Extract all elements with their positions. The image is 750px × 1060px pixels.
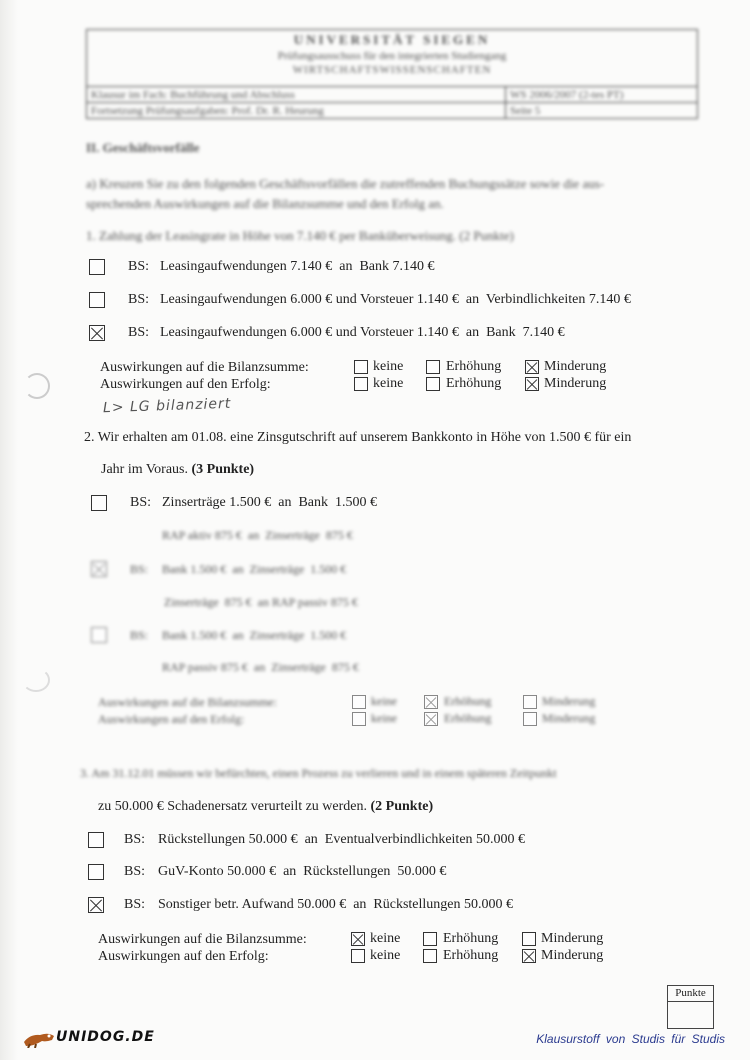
q2-points: (3 Punkte) xyxy=(191,462,255,477)
header-info-table xyxy=(86,86,698,119)
q2-balance-decrease-checkbox[interactable] xyxy=(523,695,537,709)
q2-balance-none-checkbox[interactable] xyxy=(352,695,366,709)
continuation: Fortsetzung Prüfungsaufgaben: Prof. Dr. R. Heurung xyxy=(87,103,506,119)
q1-option-2-checkbox[interactable] xyxy=(89,292,105,308)
page-number: Seite 5 xyxy=(506,103,698,119)
q3-result-decrease-label: Minderung xyxy=(541,948,604,963)
q2-result-increase-checkbox[interactable] xyxy=(424,712,438,726)
q2-option-2-text: Bank 1.500 € an Zinserträge 1.500 € xyxy=(162,562,347,576)
q2-option-1-bs: BS: xyxy=(130,495,152,510)
q3-result-none-label: keine xyxy=(370,948,401,963)
q2-option-2-checkbox[interactable] xyxy=(91,561,107,577)
q2-option-2-bs: BS: xyxy=(130,562,149,576)
committee-name: Prüfungsausschuss für den integrierten Studiengang xyxy=(277,50,507,62)
q1-option-2-bs: BS: xyxy=(128,292,150,307)
q3-option-3-checkbox[interactable] xyxy=(88,897,104,913)
q2-title-line-2 xyxy=(101,462,254,478)
q1-handwritten-note: L> LG bilanziert xyxy=(102,395,232,417)
q2-option-2-subtext: Zinserträge 875 € an RAP passiv 875 € xyxy=(164,595,358,609)
points-box[interactable] xyxy=(667,985,714,1029)
q2-option-3-text: Bank 1.500 € an Zinserträge 1.500 € xyxy=(162,628,347,642)
exam-header xyxy=(86,29,698,119)
punch-hole-bottom xyxy=(22,668,50,692)
q1-balance-none-checkbox[interactable] xyxy=(354,360,368,374)
q1-option-1-checkbox[interactable] xyxy=(89,259,105,275)
q2-option-3-bs: BS: xyxy=(130,628,149,642)
q1-result-increase-checkbox[interactable] xyxy=(426,377,440,391)
q3-balance-increase-checkbox[interactable] xyxy=(423,932,437,946)
q1-balance-increase-label: Erhöhung xyxy=(446,359,502,374)
q1-balance-label: Auswirkungen auf die Bilanzsumme: xyxy=(100,360,309,375)
q3-option-2-text: GuV-Konto 50.000 € an Rückstellungen 50.000 € xyxy=(158,864,447,879)
q3-option-1-checkbox[interactable] xyxy=(88,832,104,848)
q2-balance-label: Auswirkungen auf die Bilanzsumme: xyxy=(98,695,277,709)
exam-subject: Klausur im Fach: Buchführung und Abschluss xyxy=(87,87,506,103)
q1-option-3-bs: BS: xyxy=(128,325,150,340)
q3-balance-label: Auswirkungen auf die Bilanzsumme: xyxy=(98,932,307,947)
logo-text: UNIDOG.DE xyxy=(56,1029,155,1045)
q1-result-increase-label: Erhöhung xyxy=(446,376,502,391)
q2-result-none-checkbox[interactable] xyxy=(352,712,366,726)
q3-result-none-checkbox[interactable] xyxy=(351,949,365,963)
q2-result-increase-label: Erhöhung xyxy=(444,711,492,725)
q2-option-1-text: Zinserträge 1.500 € an Bank 1.500 € xyxy=(162,495,378,510)
q2-balance-decrease-label: Minderung xyxy=(542,694,596,708)
q1-balance-none-label: keine xyxy=(373,359,404,374)
section-title: II. Geschäftsvorfälle xyxy=(86,140,200,155)
q1-result-decrease-checkbox[interactable] xyxy=(525,377,539,391)
q3-result-increase-checkbox[interactable] xyxy=(423,949,437,963)
page-left-shadow xyxy=(0,0,18,1060)
q3-option-1-text: Rückstellungen 50.000 € an Eventualverbindlichkeiten 50.000 € xyxy=(158,832,526,847)
q3-balance-decrease-label: Minderung xyxy=(541,931,604,946)
instruction-line-1: a) Kreuzen Sie zu den folgenden Geschäftsvorfällen die zutreffenden Buchungssätze sowie die aus- xyxy=(86,176,605,191)
q3-option-1-bs: BS: xyxy=(124,832,146,847)
q2-result-none-label: keine xyxy=(371,711,397,725)
q1-option-1-bs: BS: xyxy=(128,259,150,274)
q1-option-1-text: Leasingaufwendungen 7.140 € an Bank 7.140 € xyxy=(160,259,435,274)
q3-option-3-text: Sonstiger betr. Aufwand 50.000 € an Rückstellungen 50.000 € xyxy=(158,897,514,912)
q2-option-1-subtext: RAP aktiv 875 € an Zinserträge 875 € xyxy=(162,528,353,542)
q3-title-text: zu 50.000 € Schadenersatz verurteilt zu werden. xyxy=(98,799,368,814)
q1-balance-decrease-checkbox[interactable] xyxy=(525,360,539,374)
q2-result-decrease-label: Minderung xyxy=(542,711,596,725)
q2-title-line-1: 2. Wir erhalten am 01.08. eine Zinsgutschrift auf unserem Bankkonto in Höhe von 1.500 € für ein xyxy=(84,430,632,445)
q3-points: (2 Punkte) xyxy=(370,799,434,814)
footer-tagline: Klausurstoff von Studis für Studis xyxy=(536,1032,725,1046)
q3-result-decrease-checkbox[interactable] xyxy=(522,949,536,963)
q1-result-none-checkbox[interactable] xyxy=(354,377,368,391)
q2-option-3-checkbox[interactable] xyxy=(91,627,107,643)
dog-logo-icon xyxy=(22,1028,56,1048)
q2-balance-none-label: keine xyxy=(371,694,397,708)
q1-option-3-checkbox[interactable] xyxy=(89,325,105,341)
q2-balance-increase-label: Erhöhung xyxy=(444,694,492,708)
q3-balance-none-checkbox[interactable] xyxy=(351,932,365,946)
q3-option-3-bs: BS: xyxy=(124,897,146,912)
q1-option-3-text: Leasingaufwendungen 6.000 € und Vorsteuer 1.140 € an Bank 7.140 € xyxy=(160,325,565,340)
q3-balance-increase-label: Erhöhung xyxy=(443,931,499,946)
q3-option-2-checkbox[interactable] xyxy=(88,864,104,880)
q3-balance-decrease-checkbox[interactable] xyxy=(522,932,536,946)
q3-option-2-bs: BS: xyxy=(124,864,146,879)
faculty-name: WIRTSCHAFTSWISSENSCHAFTEN xyxy=(292,64,492,76)
punch-hole-top xyxy=(24,373,50,399)
q3-result-increase-label: Erhöhung xyxy=(443,948,499,963)
header-title-block xyxy=(86,29,698,86)
instruction-line-2: sprechenden Auswirkungen auf die Bilanzsumme und den Erfolg an. xyxy=(86,196,444,211)
q2-balance-increase-checkbox[interactable] xyxy=(424,695,438,709)
q3-title-line-1: 3. Am 31.12.01 müssen wir befürchten, einen Prozess zu verlieren und in einem späteren Zeitpunkt xyxy=(80,766,557,780)
q1-result-label: Auswirkungen auf den Erfolg: xyxy=(100,377,271,392)
q1-result-none-label: keine xyxy=(373,376,404,391)
q2-title-text: Jahr im Voraus. xyxy=(101,462,188,477)
q2-result-decrease-checkbox[interactable] xyxy=(523,712,537,726)
q1-option-2-text: Leasingaufwendungen 6.000 € und Vorsteuer 1.140 € an Verbindlichkeiten 7.140 € xyxy=(160,292,631,307)
q3-balance-none-label: keine xyxy=(370,931,401,946)
q3-title-line-2 xyxy=(98,799,433,815)
semester: WS 2006/2007 (2-tes PT) xyxy=(506,87,698,103)
q2-option-3-subtext: RAP passiv 875 € an Zinserträge 875 € xyxy=(162,660,359,674)
q2-option-1-checkbox[interactable] xyxy=(91,495,107,511)
university-name: UNIVERSITÄT SIEGEN xyxy=(293,32,491,47)
q1-balance-increase-checkbox[interactable] xyxy=(426,360,440,374)
q3-result-label: Auswirkungen auf den Erfolg: xyxy=(98,949,269,964)
q2-result-label: Auswirkungen auf den Erfolg: xyxy=(98,712,245,726)
points-box-label: Punkte xyxy=(668,986,713,1002)
q1-result-decrease-label: Minderung xyxy=(544,376,607,391)
q1-title: 1. Zahlung der Leasingrate in Höhe von 7.140 € per Banküberweisung. (2 Punkte) xyxy=(86,228,514,243)
q1-balance-decrease-label: Minderung xyxy=(544,359,607,374)
